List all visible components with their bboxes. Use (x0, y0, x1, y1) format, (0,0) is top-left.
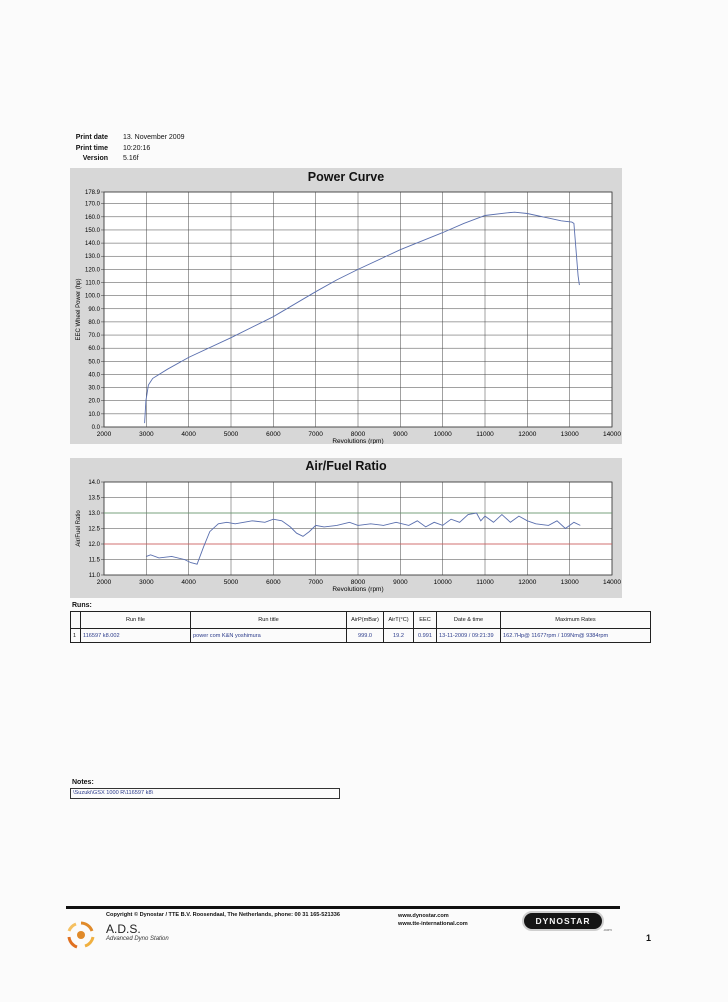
y-tick-label: 12.5 (88, 526, 100, 533)
website-tte: www.tte-international.com (398, 921, 468, 927)
print-time-label: Print time (75, 144, 108, 152)
power-curve-panel (70, 168, 622, 444)
print-info (66, 133, 184, 165)
x-tick-label: 13000 (560, 431, 579, 438)
y-tick-label: 120.0 (84, 267, 100, 274)
col-datetime-header: Date & time (437, 612, 501, 629)
x-tick-label: 5000 (223, 579, 239, 586)
x-tick-label: 5000 (223, 431, 239, 438)
x-tick-label: 9000 (393, 431, 408, 438)
run-file: 116597 k8.002 (81, 629, 191, 643)
y-tick-label: 80.0 (88, 319, 100, 326)
y-tick-label: 13.5 (88, 495, 100, 502)
ads-brand-sub: Advanced Dyno Station (106, 936, 169, 942)
y-tick-label: 170.0 (84, 201, 100, 208)
run-number: 1 (71, 629, 81, 643)
run-airp: 999.0 (347, 629, 384, 643)
y-axis-label: Air/Fuel Ratio (76, 510, 82, 547)
y-tick-label: 40.0 (88, 372, 100, 379)
run-airt: 19.2 (384, 629, 414, 643)
x-tick-label: 14000 (602, 579, 622, 586)
page-number: 1 (646, 933, 652, 943)
website-dynostar: www.dynostar.com (398, 913, 449, 919)
y-tick-label: 130.0 (84, 254, 100, 261)
version-label: Version (82, 155, 108, 162)
x-tick-label: 11000 (476, 579, 494, 586)
x-tick-label: 3000 (139, 579, 154, 586)
y-tick-label: 13.0 (88, 511, 100, 517)
runs-table (70, 611, 651, 643)
y-tick-label: 14.0 (88, 480, 100, 486)
y-tick-label: 11.5 (88, 557, 100, 564)
table-row (71, 629, 651, 643)
x-tick-label: 12000 (518, 431, 537, 438)
y-tick-label: 50.0 (88, 359, 100, 366)
ads-logo-icon (66, 920, 96, 950)
x-tick-label: 14000 (602, 431, 622, 438)
col-airt-header: AirT(°C) (384, 612, 414, 629)
version-value: 5.16f (123, 155, 139, 162)
x-axis-label: Revolutions (rpm) (332, 438, 384, 444)
x-tick-label: 10000 (433, 431, 452, 438)
y-tick-label: 0.0 (91, 425, 100, 431)
y-tick-label: 60.0 (88, 346, 100, 353)
print-date-value: 13. November 2009 (123, 134, 185, 141)
x-tick-label: 8000 (350, 431, 366, 438)
col-eec-header: EEC (414, 612, 437, 629)
y-tick-label: 140.0 (84, 241, 100, 248)
power-curve-chart (70, 168, 622, 444)
footer-divider (66, 906, 620, 909)
col-airp-header: AirP(mBar) (347, 612, 384, 629)
print-time-value: 10:20:16 (123, 144, 151, 152)
power-curve-title: Power Curve (307, 170, 385, 184)
run-max-rates: 162.7Hp@ 11677rpm / 109Nm@ 9384rpm (501, 629, 651, 643)
x-tick-label: 12000 (518, 579, 537, 586)
x-tick-label: 10000 (433, 579, 452, 586)
run-title: power com K&N yoshimura (191, 629, 347, 643)
notes-label: Notes: (72, 779, 94, 786)
print-time-row (66, 144, 184, 155)
x-tick-label: 9000 (393, 579, 408, 586)
y-tick-label: 12.0 (88, 542, 100, 548)
col-run-title-header: Run title (191, 612, 347, 629)
x-tick-label: 6000 (266, 431, 281, 438)
y-tick-label: 20.0 (88, 398, 100, 405)
y-tick-label: 160.0 (84, 214, 100, 221)
x-tick-label: 8000 (350, 579, 366, 586)
run-datetime: 13-11-2009 / 09:21:39 (437, 629, 501, 643)
x-axis-label: Revolutions (rpm) (332, 586, 384, 593)
print-date-label: Print date (75, 134, 108, 141)
dynostar-logo-sub: .com (603, 927, 612, 932)
version-row (66, 154, 184, 165)
y-tick-label: 178.9 (84, 190, 100, 196)
ads-brand: A.D.S. (106, 922, 141, 936)
y-tick-label: 150.0 (84, 227, 100, 234)
y-tick-label: 10.0 (88, 411, 100, 418)
x-tick-label: 7000 (308, 579, 323, 586)
x-tick-label: 11000 (476, 431, 494, 438)
x-tick-label: 2000 (96, 431, 112, 438)
print-date-row (66, 133, 184, 144)
y-tick-label: 70.0 (88, 333, 100, 340)
air-fuel-ratio-title: Air/Fuel Ratio (305, 459, 387, 473)
copyright-text: Copyright © Dynostar / TTE B.V. Roosendaal, The Netherlands, phone: 00 31 165-521336 (106, 912, 340, 918)
x-tick-label: 4000 (181, 431, 196, 438)
x-tick-label: 7000 (308, 431, 323, 438)
y-tick-label: 90.0 (88, 306, 100, 313)
y-tick-label: 100.0 (84, 293, 100, 300)
y-tick-label: 11.0 (88, 573, 100, 579)
x-tick-label: 3000 (139, 431, 154, 438)
dynostar-logo: DYNOSTAR (522, 911, 604, 931)
website-links (398, 912, 468, 928)
air-fuel-ratio-panel (70, 458, 622, 598)
runs-label: Runs: (72, 602, 92, 609)
col-run-file-header: Run file (81, 612, 191, 629)
x-tick-label: 2000 (96, 579, 112, 586)
air-fuel-ratio-chart (70, 458, 622, 598)
y-tick-label: 110.0 (85, 280, 100, 287)
x-tick-label: 6000 (266, 579, 281, 586)
notes-field: \Suzuki\GSX 1000 R\116597 k8\ (70, 788, 340, 799)
col-num-header (71, 612, 81, 629)
run-eec: 0.991 (414, 629, 437, 643)
y-tick-label: 30.0 (88, 385, 100, 392)
col-max-rates-header: Maximum Rates (501, 612, 651, 629)
y-axis-label: EEC Wheel Power (hp) (76, 278, 82, 341)
runs-header-row (71, 612, 651, 629)
x-tick-label: 4000 (181, 579, 196, 586)
x-tick-label: 13000 (560, 579, 579, 586)
